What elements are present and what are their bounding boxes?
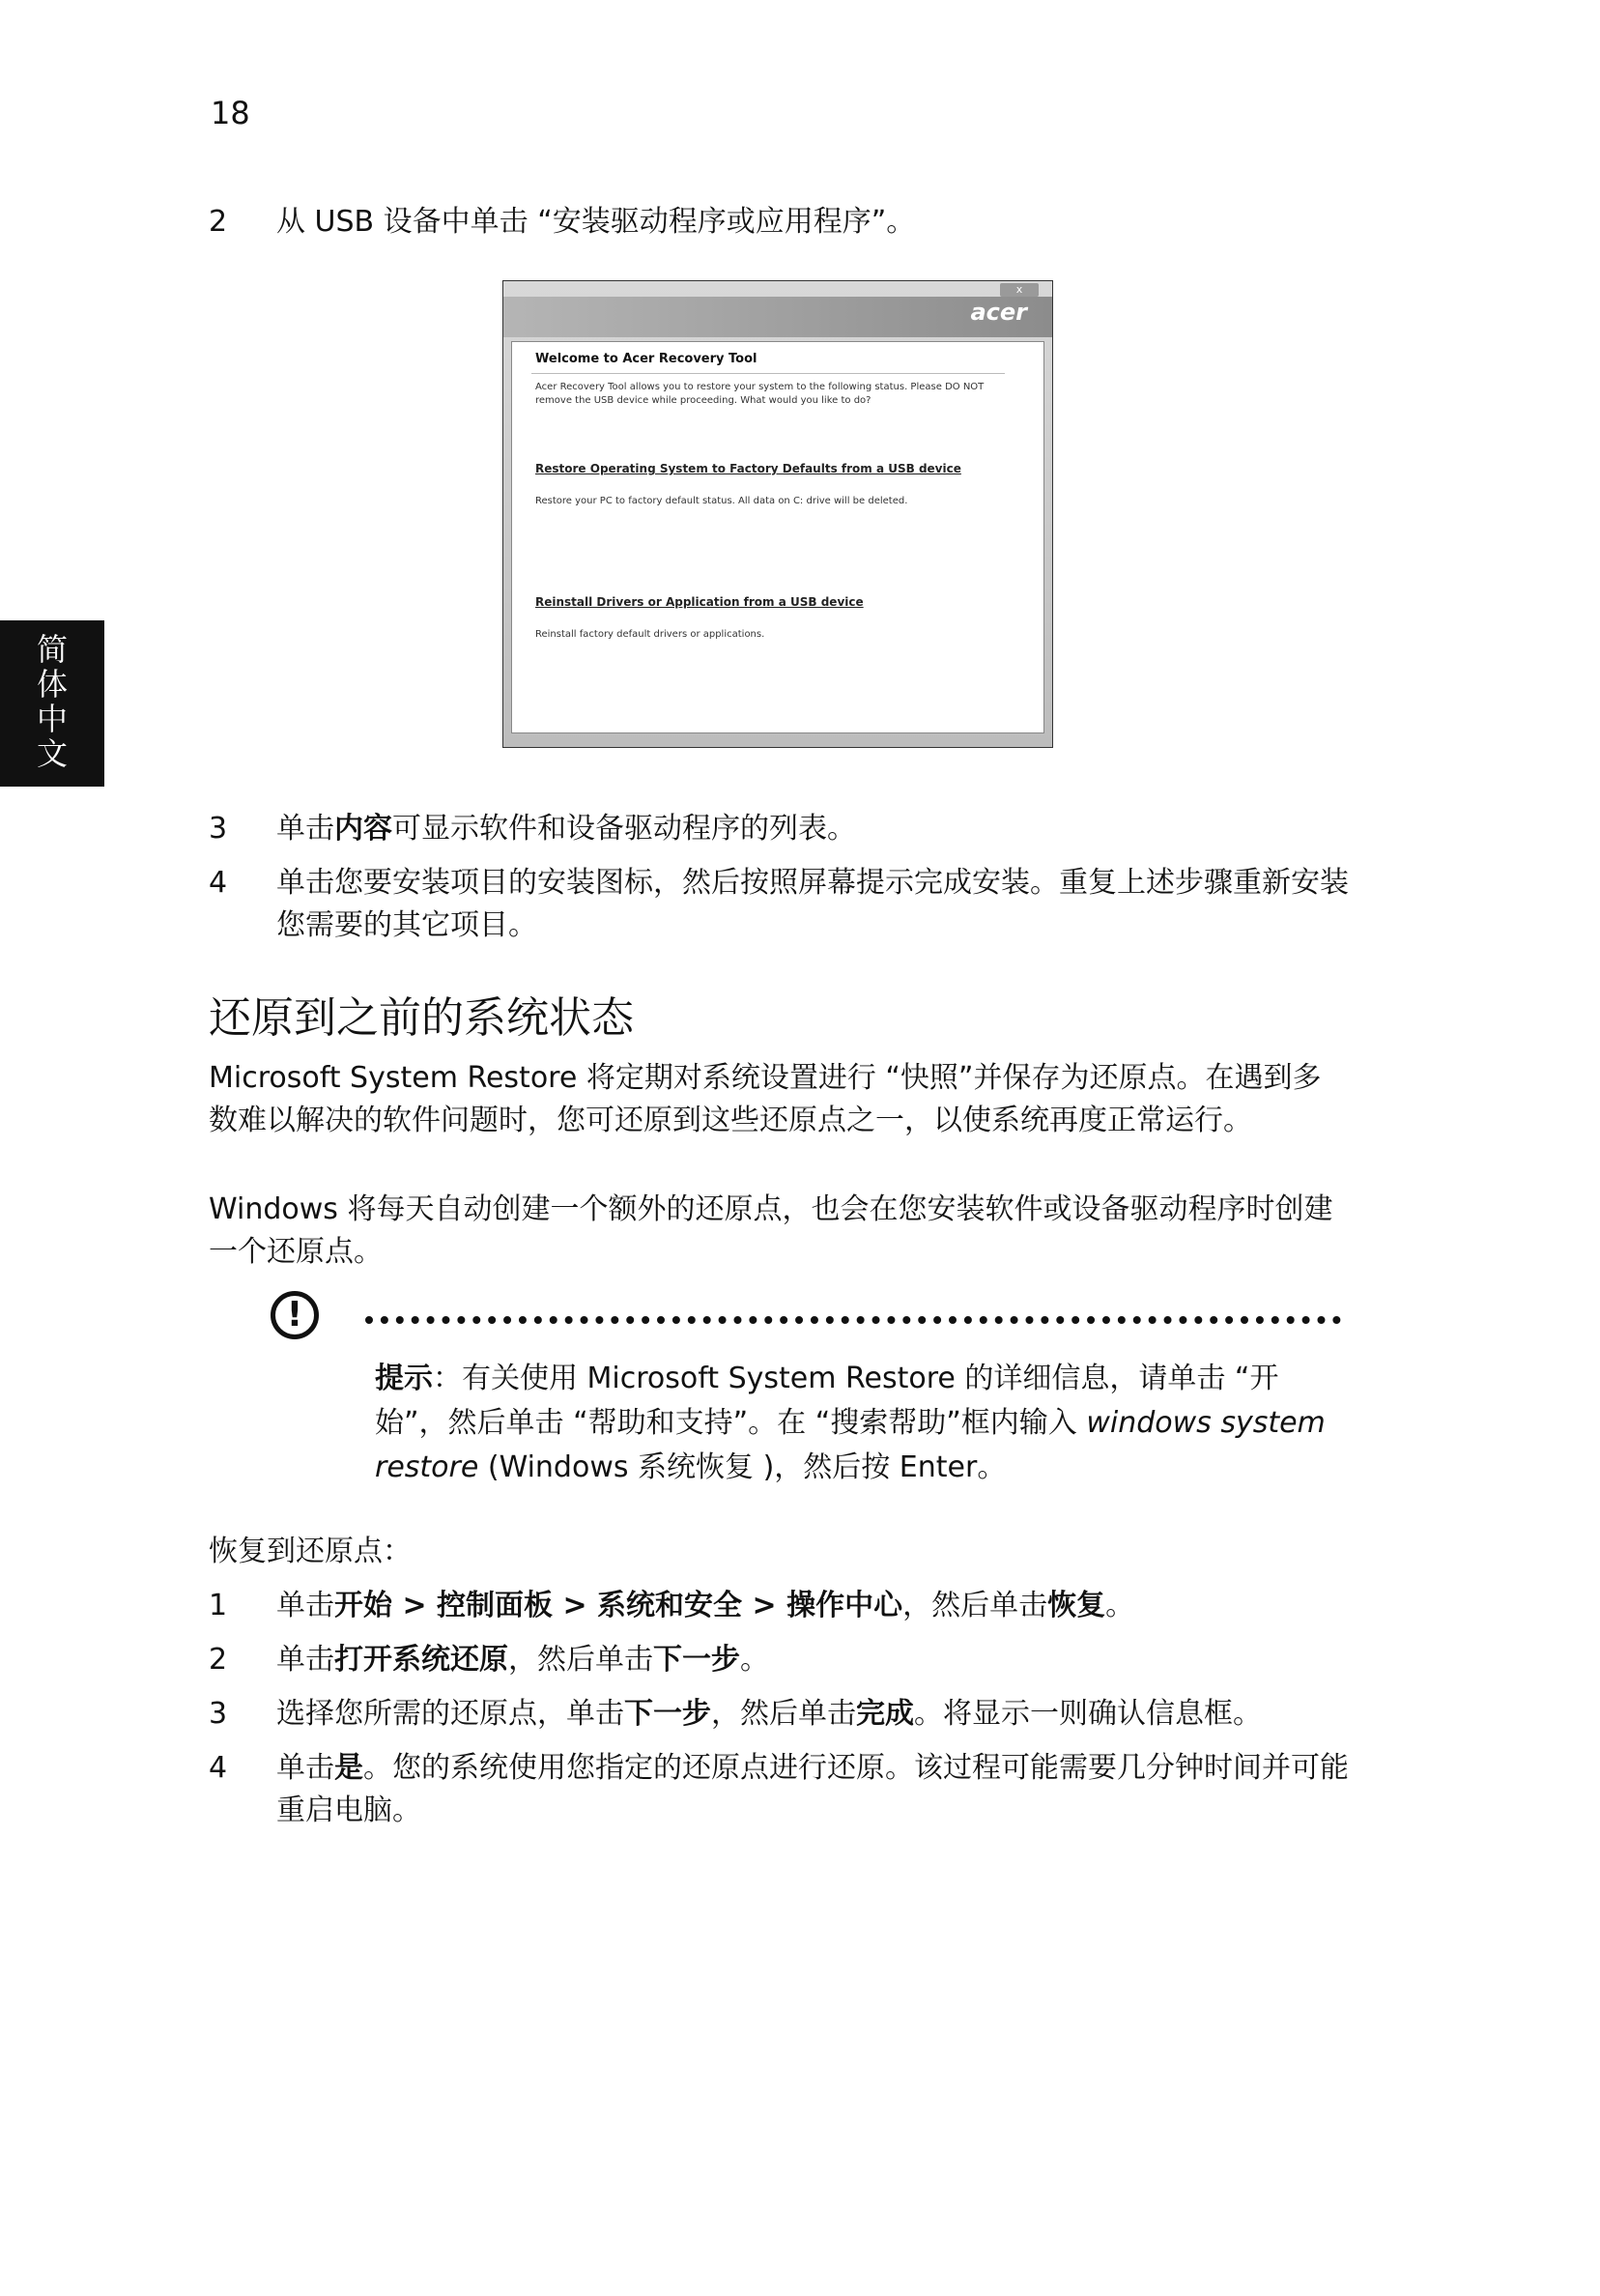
step-item: [209, 1693, 1349, 1736]
step-item: [209, 808, 1349, 850]
step-text: 单击是。您的系统使用您指定的还原点进行还原。该过程可能需要几分钟时间并可能重启电脑。: [276, 1751, 1349, 1827]
close-icon[interactable]: x: [1000, 283, 1039, 297]
step-item: [209, 201, 1349, 244]
paragraph: Microsoft System Restore 将定期对系统设置进行 “快照”并保存为还原点。在遇到多数难以解决的软件问题时，您可还原到这些还原点之一，以使系统再度正常运行。: [209, 1061, 1322, 1137]
acer-recovery-window: [502, 280, 1053, 748]
reinstall-drivers-desc: Reinstall factory default drivers or applications.: [535, 629, 765, 640]
step-number: 3: [209, 812, 228, 846]
page-number: 18: [211, 95, 250, 131]
tab-char: 体: [36, 666, 68, 703]
restore-factory-desc: Restore your PC to factory default status. All data on C: drive will be deleted.: [535, 496, 908, 506]
step-text: 单击您要安装项目的安装图标，然后按照屏幕提示完成安装。重复上述步骤重新安装您需要的其它项目。: [276, 866, 1349, 942]
step-number: 4: [209, 866, 228, 900]
acer-logo: acer: [970, 299, 1027, 326]
section-heading: 还原到之前的系统状态: [209, 993, 634, 1043]
step-text: 从 USB 设备中单击 “安装驱动程序或应用程序”。: [276, 205, 916, 239]
window-title: Welcome to Acer Recovery Tool: [535, 352, 757, 366]
window-content: [511, 341, 1044, 733]
step-text: 单击开始 > 控制面板 > 系统和安全 > 操作中心，然后单击恢复。: [276, 1589, 1135, 1622]
tab-char: 文: [36, 735, 68, 772]
step-item: [209, 862, 1349, 947]
step-text: 选择您所需的还原点，单击下一步，然后单击完成。将显示一则确认信息框。: [276, 1697, 1262, 1731]
reinstall-drivers-link[interactable]: Reinstall Drivers or Application from a USB device: [535, 595, 864, 609]
restore-intro: 恢复到还原点：: [209, 1535, 412, 1568]
step-text: 单击打开系统还原，然后单击下一步。: [276, 1643, 769, 1677]
intro-text: Acer Recovery Tool allows you to restore your system to the following status. Please DO NOT remove the USB device while proceeding. What would you like to do?: [535, 382, 985, 406]
warning-icon: !: [271, 1291, 319, 1339]
step-number: 2: [209, 205, 228, 239]
step-item: [209, 1747, 1349, 1832]
paragraph: Windows 将每天自动创建一个额外的还原点，也会在您安装软件或设备驱动程序时创建一个还原点。: [209, 1192, 1333, 1269]
tab-char: 简: [36, 631, 68, 668]
language-tab: [0, 620, 104, 787]
dotted-divider: [365, 1316, 1341, 1324]
divider: [531, 373, 1005, 374]
step-number: 1: [209, 1589, 228, 1622]
restore-factory-link[interactable]: Restore Operating System to Factory Defaults from a USB device: [535, 462, 961, 475]
step-number: 4: [209, 1751, 228, 1785]
step-number: 3: [209, 1697, 228, 1731]
step-number: 2: [209, 1643, 228, 1677]
step-text: 单击内容可显示软件和设备驱动程序的列表。: [276, 812, 856, 846]
tab-char: 中: [36, 701, 68, 737]
step-item: [209, 1639, 1349, 1681]
step-item: [209, 1585, 1349, 1627]
note-text: 提示：有关使用 Microsoft System Restore 的详细信息，请单击 “开始”，然后单击 “帮助和支持”。在 “搜索帮助”框内输入 windows system restore (Windows 系统恢复 )，然后按 Enter。: [375, 1362, 1326, 1484]
